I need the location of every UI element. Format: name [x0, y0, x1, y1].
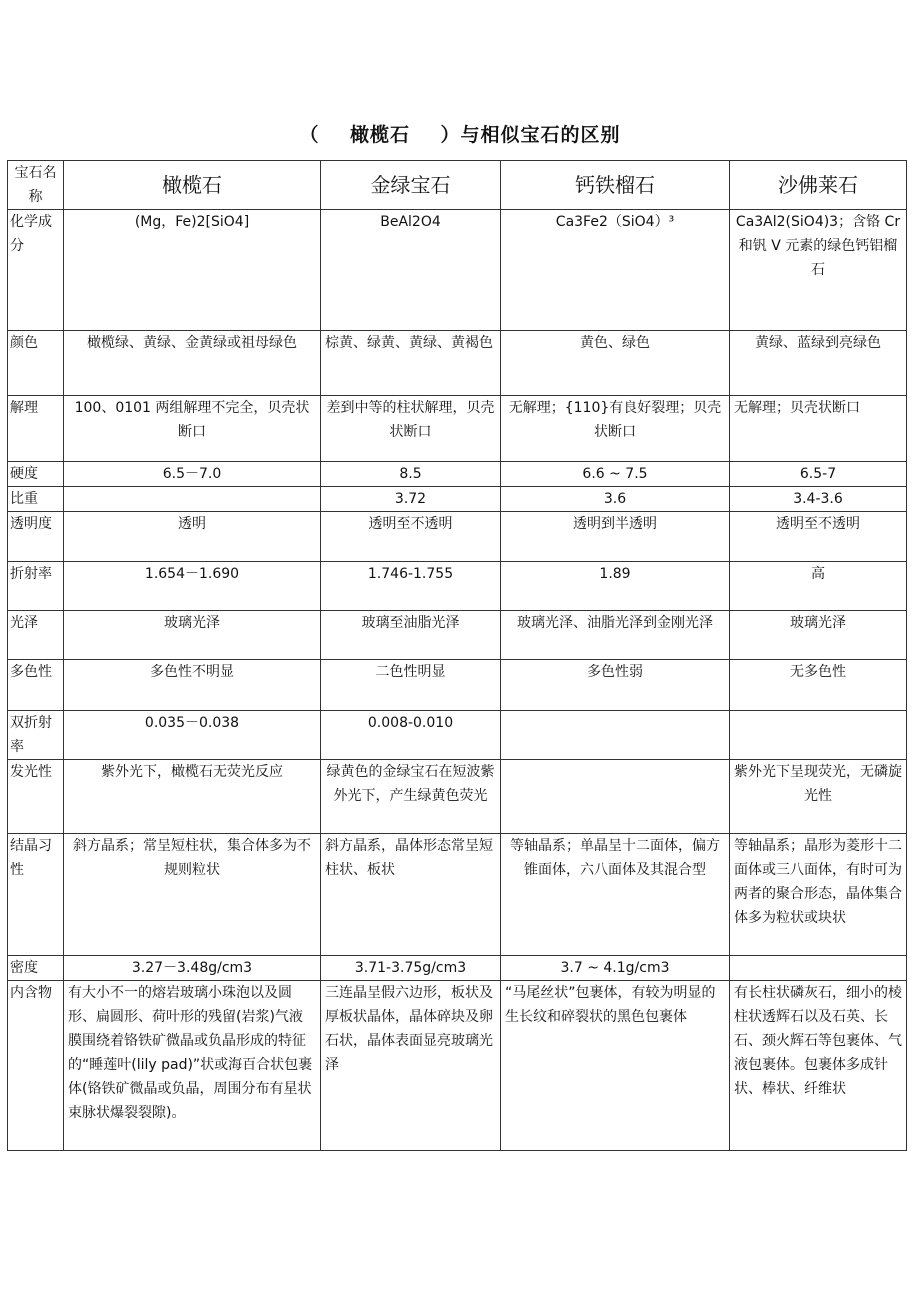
table-cell: 多色性弱: [501, 660, 730, 711]
table-cell: 高: [730, 562, 907, 611]
row-label: 发光性: [8, 760, 64, 834]
table-cell: [64, 487, 321, 512]
table-cell: 0.008-0.010: [321, 711, 501, 760]
table-row-density: [8, 956, 907, 981]
table-row-composition: [8, 210, 907, 331]
table-row-birefringence: [8, 711, 907, 760]
table-cell: 透明到半透明: [501, 512, 730, 562]
header-label: 宝石名称: [8, 161, 64, 210]
row-label: 比重: [8, 487, 64, 512]
table-cell: 6.5－7.0: [64, 462, 321, 487]
table-cell: 透明至不透明: [730, 512, 907, 562]
gem-comparison-table: [7, 160, 907, 1151]
table-row-hardness: [8, 462, 907, 487]
table-cell: 多色性不明显: [64, 660, 321, 711]
table-cell: 透明: [64, 512, 321, 562]
row-label: 密度: [8, 956, 64, 981]
table-cell: 无多色性: [730, 660, 907, 711]
table-cell: 3.7 ~ 4.1g/cm3: [501, 956, 730, 981]
table-cell: 二色性明显: [321, 660, 501, 711]
table-cell: 黄绿、蓝绿到亮绿色: [730, 331, 907, 396]
table-row-refractive-index: [8, 562, 907, 611]
table-cell: 斜方晶系，晶体形态常呈短柱状、板状: [321, 834, 501, 956]
table-row-crystal-habit: [8, 834, 907, 956]
table-cell: 3.72: [321, 487, 501, 512]
table-cell: BeAl2O4: [321, 210, 501, 331]
row-label: 颜色: [8, 331, 64, 396]
row-label: 结晶习性: [8, 834, 64, 956]
table-cell: 100、0101 两组解理不完全，贝壳状断口: [64, 396, 321, 462]
table-cell: [730, 956, 907, 981]
table-cell: 棕黄、绿黄、黄绿、黄褐色: [321, 331, 501, 396]
table-row-pleochroism: [8, 660, 907, 711]
table-cell: 6.6 ~ 7.5: [501, 462, 730, 487]
table-cell: 6.5-7: [730, 462, 907, 487]
gem-name-olivine: 橄榄石: [64, 161, 321, 210]
table-row-inclusions: [8, 981, 907, 1151]
table-row-luster: [8, 611, 907, 660]
table-cell: Ca3Fe2（SiO4）³: [501, 210, 730, 331]
table-cell: [501, 760, 730, 834]
table-cell: 等轴晶系；单晶呈十二面体，偏方锥面体，六八面体及其混合型: [501, 834, 730, 956]
table-cell: 1.89: [501, 562, 730, 611]
table-cell: 玻璃光泽: [730, 611, 907, 660]
table-cell: 黄色、绿色: [501, 331, 730, 396]
table-cell: 3.71-3.75g/cm3: [321, 956, 501, 981]
table-cell: 有长柱状磷灰石，细小的棱柱状透辉石以及石英、长石、颈火辉石等包裹体、气液包裹体。包裹体多成针状、棒状、纤维状: [730, 981, 907, 1151]
table-row-color: [8, 331, 907, 396]
row-label: 化学成分: [8, 210, 64, 331]
table-cell: 三连晶呈假六边形，板状及厚板状晶体，晶体碎块及卵石状，晶体表面显亮玻璃光泽: [321, 981, 501, 1151]
table-cell: 无解理；{110}有良好裂理；贝壳状断口: [501, 396, 730, 462]
table-cell: 差到中等的柱状解理，贝壳状断口: [321, 396, 501, 462]
table-row-transparency: [8, 512, 907, 562]
table-cell: 有大小不一的熔岩玻璃小珠泡以及圆形、扁圆形、荷叶形的残留(岩浆)气液膜围绕着铬铁矿微晶或负晶形成的特征的“睡莲叶(lily pad)”状或海百合状包裹体(铬铁矿微晶或负晶，周围分布有星状束脉状爆裂裂隙)。: [64, 981, 321, 1151]
table-row-luminescence: [8, 760, 907, 834]
table-cell: 1.746-1.755: [321, 562, 501, 611]
table-cell: 玻璃至油脂光泽: [321, 611, 501, 660]
table-cell: 玻璃光泽、油脂光泽到金刚光泽: [501, 611, 730, 660]
row-label: 内含物: [8, 981, 64, 1151]
page-title: （ 橄榄石 ）与相似宝石的区别: [299, 124, 621, 146]
table-cell: 透明至不透明: [321, 512, 501, 562]
row-label: 解理: [8, 396, 64, 462]
row-label: 硬度: [8, 462, 64, 487]
row-label: 折射率: [8, 562, 64, 611]
table-cell: “马尾丝状”包裹体，有较为明显的生长纹和碎裂状的黑色包裹体: [501, 981, 730, 1151]
table-cell: 等轴晶系；晶形为菱形十二面体或三八面体，有时可为两者的聚合形态，晶体集合体多为粒状或块状: [730, 834, 907, 956]
table-cell: 绿黄色的金绿宝石在短波紫外光下，产生绿黄色荧光: [321, 760, 501, 834]
table-row-cleavage: [8, 396, 907, 462]
table-cell: 无解理；贝壳状断口: [730, 396, 907, 462]
row-label: 双折射率: [8, 711, 64, 760]
gem-name-tsavorite: 沙佛莱石: [730, 161, 907, 210]
table-cell: [501, 711, 730, 760]
table-cell: [730, 711, 907, 760]
gem-name-andradite: 钙铁榴石: [501, 161, 730, 210]
table-row-specific-gravity: [8, 487, 907, 512]
row-label: 多色性: [8, 660, 64, 711]
table-cell: 斜方晶系；常呈短柱状，集合体多为不规则粒状: [64, 834, 321, 956]
table-cell: 橄榄绿、黄绿、金黄绿或祖母绿色: [64, 331, 321, 396]
table-cell: 3.4-3.6: [730, 487, 907, 512]
table-cell: 8.5: [321, 462, 501, 487]
table-cell: 0.035－0.038: [64, 711, 321, 760]
row-label: 透明度: [8, 512, 64, 562]
table-cell: 紫外光下，橄榄石无荧光反应: [64, 760, 321, 834]
table-header-row: [8, 161, 907, 210]
table-cell: 玻璃光泽: [64, 611, 321, 660]
table-cell: 1.654－1.690: [64, 562, 321, 611]
row-label: 光泽: [8, 611, 64, 660]
table-cell: Ca3Al2(SiO4)3；含铬 Cr 和钒 V 元素的绿色钙铝榴石: [730, 210, 907, 331]
table-cell: 3.27－3.48g/cm3: [64, 956, 321, 981]
gem-name-chrysoberyl: 金绿宝石: [321, 161, 501, 210]
table-cell: 紫外光下呈现荧光，无磷旋光性: [730, 760, 907, 834]
table-cell: 3.6: [501, 487, 730, 512]
table-cell: (Mg，Fe)2[SiO4]: [64, 210, 321, 331]
